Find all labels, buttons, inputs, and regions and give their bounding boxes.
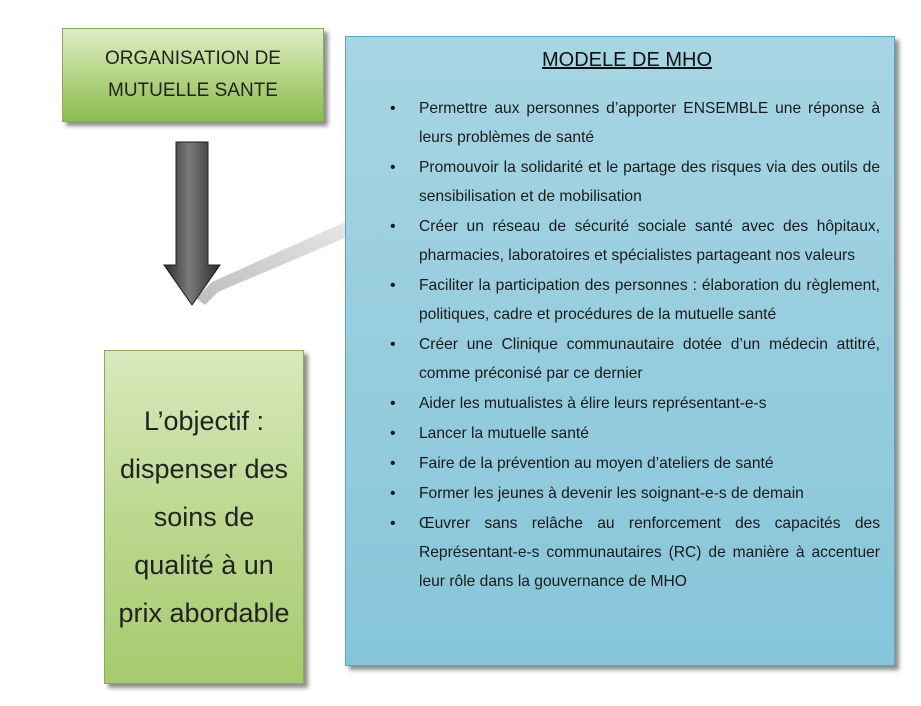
list-item <box>374 212 880 270</box>
bullet-icon: • <box>390 455 396 472</box>
list-item-text: Lancer la mutuelle santé <box>419 425 589 442</box>
list-item-text: Faciliter la participation des personnes : élaboration du règlement, politiques, cadre et procédures de la mutuelle santé <box>419 277 880 323</box>
model-list <box>374 94 880 596</box>
list-item-text: Promouvoir la solidarité et le partage des risques via des outils de sensibilisation et de mobilisation <box>419 159 880 205</box>
list-item <box>374 153 880 211</box>
list-item <box>374 449 880 478</box>
organisation-box <box>62 28 324 122</box>
list-item <box>374 479 880 508</box>
list-item-text: Former les jeunes à devenir les soignant-e-s de demain <box>419 485 804 502</box>
model-box <box>345 36 895 666</box>
objective-text: L’objectif : dispenser des soins de qualité à un prix abordable <box>118 406 290 628</box>
list-item-text: Faire de la prévention au moyen d’ateliers de santé <box>419 455 774 472</box>
list-item <box>374 271 880 329</box>
list-item-text: Créer un réseau de sécurité sociale santé avec des hôpitaux, pharmacies, laboratoires et spécialistes partageant nos valeurs <box>419 218 880 264</box>
bullet-icon: • <box>390 277 396 294</box>
bullet-icon: • <box>390 395 396 412</box>
bullet-icon: • <box>390 485 396 502</box>
bullet-icon: • <box>390 515 396 532</box>
bullet-icon: • <box>390 336 396 353</box>
objective-box <box>104 350 304 684</box>
list-item <box>374 419 880 448</box>
list-item <box>374 94 880 152</box>
organisation-line-2: MUTUELLE SANTE <box>108 80 278 101</box>
model-title: MODELE DE MHO <box>541 49 713 71</box>
bullet-icon: • <box>390 159 396 176</box>
bullet-icon: • <box>390 425 396 442</box>
list-item-text: Œuvrer sans relâche au renforcement des capacités des Représentant-e-s communautaires (RC) de manière à accentuer leur rôle dans la gouvernance de MHO <box>419 515 880 590</box>
list-item <box>374 330 880 388</box>
bullet-icon: • <box>390 100 396 117</box>
down-arrow <box>164 142 220 305</box>
bullet-icon: • <box>390 218 396 235</box>
list-item <box>374 509 880 596</box>
list-item-text: Aider les mutualistes à élire leurs représentant-e-s <box>419 395 767 412</box>
organisation-line-1: ORGANISATION DE <box>105 48 281 69</box>
list-item-text: Créer une Clinique communautaire dotée d’un médecin attitré, comme préconisé par ce dernier <box>419 336 880 382</box>
list-item-text: Permettre aux personnes d’apporter ENSEMBLE une réponse à leurs problèmes de santé <box>419 100 880 146</box>
pointer-arrow <box>196 222 345 305</box>
list-item <box>374 389 880 418</box>
